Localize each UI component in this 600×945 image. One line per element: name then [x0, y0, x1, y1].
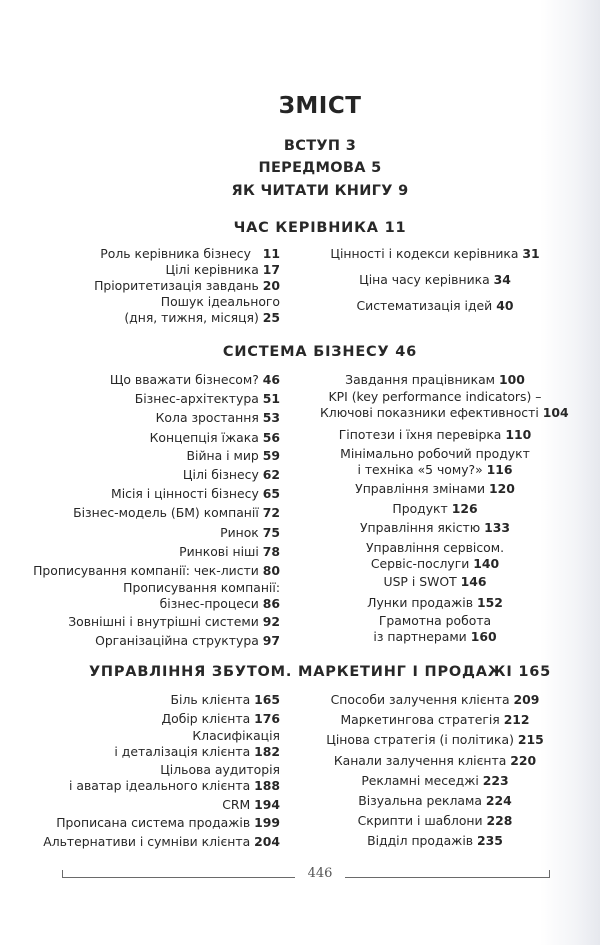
toc-entry: Ціна часу керівника 34	[359, 272, 511, 287]
intro-entry-how-to-read	[0, 183, 600, 199]
toc-entry: Канали залучення клієнта 220	[333, 753, 537, 768]
toc-entry: Кола зростання 53	[155, 410, 280, 425]
toc-entry: Маркетингова стратегія 212	[340, 712, 530, 727]
intro-label: ВСТУП	[283, 138, 341, 154]
toc-entry: Гіпотези і їхня перевірка 110	[338, 427, 532, 442]
toc-entry: Концепція їжака 56	[149, 430, 280, 445]
toc-entry: Управління сервісом. Сервіс-послуги 140	[365, 540, 505, 571]
toc-entry: Лунки продажів 152	[367, 595, 503, 610]
toc-entry: Рекламні меседжі 223	[361, 773, 509, 788]
toc-entry: Управління якістю 133	[359, 520, 511, 535]
section-heading-sales-marketing: УПРАВЛІННЯ ЗБУТОМ. МАРКЕТИНГ І ПРОДАЖІ 165	[88, 664, 552, 680]
toc-entry: Мінімально робочий продукт і техніка «5 чому?» 116	[340, 446, 530, 477]
toc-entry: Відділ продажів 235	[367, 833, 503, 848]
toc-entry: Пріоритетизація завдань 20	[94, 278, 280, 293]
intro-label: ПЕРЕДМОВА	[258, 160, 366, 176]
toc-entry: Цінова стратегія (і політика) 215	[326, 732, 544, 747]
toc-entry: Прописана система продажів 199	[56, 815, 280, 830]
section-heading-business-system: СИСТЕМА БІЗНЕСУ 46	[222, 344, 418, 360]
toc-entry: KPI (key performance indicators) – Ключові показники ефективності 104	[320, 389, 569, 420]
toc-entry: Прописування компанії: чек-листи 80	[33, 563, 280, 578]
toc-entry: Війна і мир 59	[186, 448, 280, 463]
toc-entry: Завдання працівникам 100	[345, 372, 525, 387]
toc-entry: Цільова аудиторія і аватар ідеального клієнта 188	[68, 762, 280, 793]
section-heading-manager-time: ЧАС КЕРІВНИКА 11	[233, 220, 407, 236]
toc-entry: Роль керівника бізнесу 11	[100, 246, 280, 261]
toc-entry: Продукт 126	[392, 501, 478, 516]
page-number: 446	[295, 866, 345, 881]
toc-entry: Цілі бізнесу 62	[182, 467, 280, 482]
footer-rule-right-tick	[549, 870, 550, 878]
toc-entry: Систематизація ідей 40	[356, 298, 514, 313]
toc-entry: Візуальна реклама 224	[358, 793, 512, 808]
toc-entry: USP і SWOT 146	[383, 574, 487, 589]
toc-entry: Цінності і кодекси керівника 31	[330, 246, 540, 261]
toc-entry: Бізнес-модель (БМ) компанії 72	[73, 505, 280, 520]
toc-entry: Скрипти і шаблони 228	[357, 813, 513, 828]
toc-entry: Альтернативи і сумніви клієнта 204	[43, 834, 280, 849]
intro-page: 9	[398, 183, 409, 199]
toc-entry: Класифікація і деталізація клієнта 182	[114, 728, 280, 759]
toc-entry: Способи залучення клієнта 209	[330, 692, 540, 707]
intro-label: ЯК ЧИТАТИ КНИГУ	[231, 183, 393, 199]
toc-entry: Що вважати бізнесом? 46	[109, 372, 280, 387]
toc-entry: Прописування компанії: бізнес-процеси 86	[123, 580, 280, 611]
toc-entry: Зовнішні і внутрішні системи 92	[68, 614, 280, 629]
toc-entry: Пошук ідеального (дня, тижня, місяця) 25	[124, 294, 280, 325]
toc-entry: Цілі керівника 17	[165, 262, 280, 277]
toc-entry: Бізнес-архітектура 51	[134, 391, 280, 406]
toc-entry: Добір клієнта 176	[161, 711, 280, 726]
page-title: ЗМІСТ	[278, 93, 362, 119]
toc-entry: Біль клієнта 165	[170, 692, 280, 707]
intro-entry-intro	[0, 138, 600, 154]
footer-rule-left-tick	[62, 870, 63, 878]
toc-entry: CRM 194	[222, 797, 280, 812]
toc-entry: Управління змінами 120	[355, 481, 515, 496]
toc-entry: Ринок 75	[220, 525, 280, 540]
intro-page: 3	[345, 138, 357, 154]
intro-entry-foreword	[0, 160, 600, 176]
intro-page: 5	[371, 160, 382, 176]
toc-entry: Місія і цінності бізнесу 65	[111, 486, 280, 501]
toc-entry: Грамотна робота із партнерами 160	[373, 613, 497, 644]
toc-entry: Організаційна структура 97	[95, 633, 280, 648]
toc-entry: Ринкові ніші 78	[179, 544, 280, 559]
